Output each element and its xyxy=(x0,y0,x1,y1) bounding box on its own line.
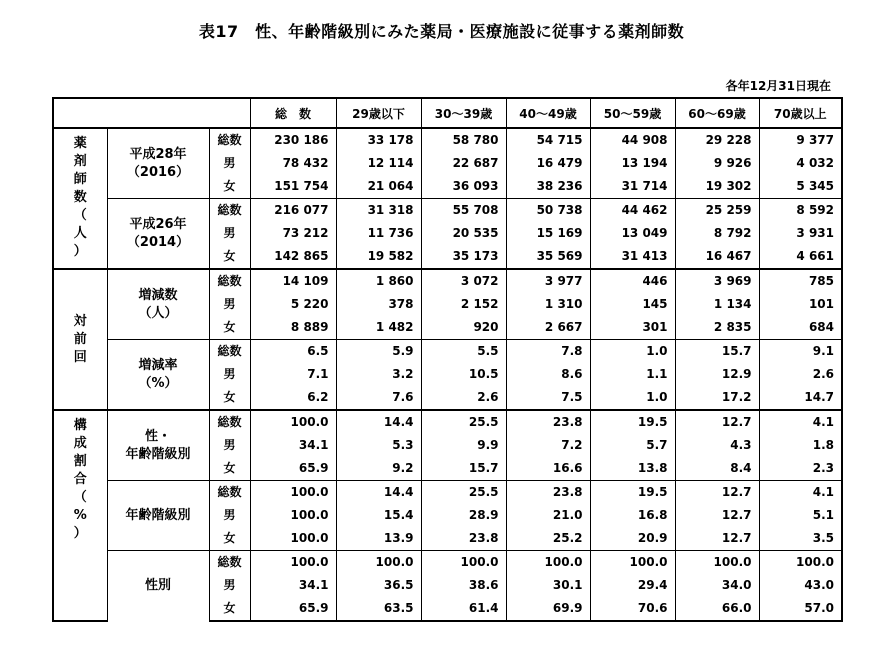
table-cell: 54 715 xyxy=(506,128,590,152)
table-cell: 3 072 xyxy=(421,269,506,293)
header-corner xyxy=(53,98,250,128)
table-cell: 31 318 xyxy=(336,199,421,223)
table-cell: 34.0 xyxy=(675,574,759,597)
table-cell: 8 792 xyxy=(675,222,759,245)
row-type: 男 xyxy=(209,293,250,316)
table-cell: 66.0 xyxy=(675,597,759,621)
table-cell: 6.2 xyxy=(250,386,336,410)
table-cell: 16.6 xyxy=(506,457,590,481)
table-cell: 35 173 xyxy=(421,245,506,269)
row-type: 総数 xyxy=(209,128,250,152)
table-cell: 16 467 xyxy=(675,245,759,269)
row-type: 総数 xyxy=(209,199,250,223)
group-label-char: 薬 xyxy=(73,136,87,151)
table-cell: 5.1 xyxy=(759,504,842,527)
table-cell: 19 302 xyxy=(675,175,759,199)
subgroup-label-line: 年齢階級別 xyxy=(125,446,191,462)
table-cell: 15.7 xyxy=(675,340,759,364)
table-cell: 6.5 xyxy=(250,340,336,364)
table-cell: 9.2 xyxy=(336,457,421,481)
table-cell: 100.0 xyxy=(590,551,675,575)
table-cell: 5.7 xyxy=(590,434,675,457)
table-cell: 25.2 xyxy=(506,527,590,551)
table-cell: 101 xyxy=(759,293,842,316)
group-label-char: （ xyxy=(73,490,87,505)
row-type: 男 xyxy=(209,152,250,175)
table-cell: 58 780 xyxy=(421,128,506,152)
table-cell: 3.2 xyxy=(336,363,421,386)
table-cell: 2 667 xyxy=(506,316,590,340)
table-cell: 3.5 xyxy=(759,527,842,551)
table-cell: 9.1 xyxy=(759,340,842,364)
table-cell: 151 754 xyxy=(250,175,336,199)
row-type: 女 xyxy=(209,175,250,199)
col-header: 40～49歳 xyxy=(506,98,590,128)
row-type: 女 xyxy=(209,597,250,621)
table-cell: 7.2 xyxy=(506,434,590,457)
table-cell: 13.8 xyxy=(590,457,675,481)
date-note: 各年12月31日現在 xyxy=(725,79,831,93)
table-cell: 15.7 xyxy=(421,457,506,481)
table-cell: 8 889 xyxy=(250,316,336,340)
table-cell: 1 860 xyxy=(336,269,421,293)
table-cell: 785 xyxy=(759,269,842,293)
table-cell: 145 xyxy=(590,293,675,316)
table-cell: 17.2 xyxy=(675,386,759,410)
row-type: 総数 xyxy=(209,410,250,434)
table-row xyxy=(53,199,842,223)
table-cell: 7.8 xyxy=(506,340,590,364)
subgroup-label-line: （2014） xyxy=(126,234,190,250)
table-cell: 100.0 xyxy=(336,551,421,575)
table-cell: 100.0 xyxy=(506,551,590,575)
table-cell: 4.1 xyxy=(759,481,842,505)
table-cell: 5 345 xyxy=(759,175,842,199)
group-label-char: 数 xyxy=(73,190,87,205)
table-cell: 50 738 xyxy=(506,199,590,223)
table-cell: 2 152 xyxy=(421,293,506,316)
table-cell: 65.9 xyxy=(250,597,336,621)
table-cell: 30.1 xyxy=(506,574,590,597)
table-cell: 100.0 xyxy=(675,551,759,575)
table-cell: 7.6 xyxy=(336,386,421,410)
table-cell: 3 977 xyxy=(506,269,590,293)
table-cell: 1.0 xyxy=(590,386,675,410)
group-label-char: 回 xyxy=(73,349,87,365)
group-label-char: 成 xyxy=(73,436,87,451)
table-cell: 12.7 xyxy=(675,527,759,551)
table-cell: 4.1 xyxy=(759,410,842,434)
table-cell: 61.4 xyxy=(421,597,506,621)
subgroup-label-line: 年齢階級別 xyxy=(125,507,191,523)
pharmacist-table xyxy=(52,97,843,622)
table-cell: 13.9 xyxy=(336,527,421,551)
table-cell: 13 049 xyxy=(590,222,675,245)
table-cell: 15 169 xyxy=(506,222,590,245)
table-cell: 684 xyxy=(759,316,842,340)
table-cell: 9.9 xyxy=(421,434,506,457)
table-cell: 15.4 xyxy=(336,504,421,527)
table-cell: 19.5 xyxy=(590,481,675,505)
table-cell: 4.3 xyxy=(675,434,759,457)
table-cell: 21 064 xyxy=(336,175,421,199)
table-cell: 23.8 xyxy=(506,481,590,505)
table-cell: 1.0 xyxy=(590,340,675,364)
subgroup-label-line: 性・ xyxy=(144,428,171,444)
table-cell: 12.7 xyxy=(675,481,759,505)
table-cell: 3 931 xyxy=(759,222,842,245)
table-cell: 34.1 xyxy=(250,434,336,457)
subgroup-label xyxy=(107,128,209,199)
table-cell: 23.8 xyxy=(506,410,590,434)
table-cell: 1.8 xyxy=(759,434,842,457)
table-cell: 20 535 xyxy=(421,222,506,245)
table-cell: 1 482 xyxy=(336,316,421,340)
table-cell: 12 114 xyxy=(336,152,421,175)
table-cell: 100.0 xyxy=(250,527,336,551)
table-cell: 9 377 xyxy=(759,128,842,152)
table-cell: 142 865 xyxy=(250,245,336,269)
row-type: 男 xyxy=(209,434,250,457)
table-cell: 25 259 xyxy=(675,199,759,223)
table-cell: 11 736 xyxy=(336,222,421,245)
table-cell: 7.1 xyxy=(250,363,336,386)
row-type: 総数 xyxy=(209,269,250,293)
subgroup-label xyxy=(107,410,209,481)
row-type: 女 xyxy=(209,457,250,481)
table-cell: 378 xyxy=(336,293,421,316)
subgroup-label xyxy=(107,481,209,551)
subgroup-label-line: （人） xyxy=(138,305,178,321)
table-cell: 2.3 xyxy=(759,457,842,481)
table-cell: 14.4 xyxy=(336,410,421,434)
subgroup-label-line: 性別 xyxy=(144,578,171,593)
subgroup-label-line: 増減数 xyxy=(138,287,178,303)
header-row xyxy=(53,98,842,128)
group-label-char: （ xyxy=(73,208,87,223)
table-cell: 25.5 xyxy=(421,481,506,505)
subgroup-label-line: （2016） xyxy=(126,164,190,180)
group-label-char: 対 xyxy=(73,313,87,329)
row-type: 女 xyxy=(209,316,250,340)
subgroup-label xyxy=(107,269,209,340)
table-cell: 920 xyxy=(421,316,506,340)
table-cell: 446 xyxy=(590,269,675,293)
table-cell: 23.8 xyxy=(421,527,506,551)
table-cell: 21.0 xyxy=(506,504,590,527)
table-cell: 100.0 xyxy=(250,551,336,575)
table-cell: 14 109 xyxy=(250,269,336,293)
table-cell: 100.0 xyxy=(421,551,506,575)
table-cell: 70.6 xyxy=(590,597,675,621)
table-cell: 19.5 xyxy=(590,410,675,434)
table-cell: 57.0 xyxy=(759,597,842,621)
table-cell: 43.0 xyxy=(759,574,842,597)
group-label xyxy=(53,410,107,621)
table-cell: 16 479 xyxy=(506,152,590,175)
table-cell: 301 xyxy=(590,316,675,340)
table-cell: 4 032 xyxy=(759,152,842,175)
subgroup-label-line: 平成26年 xyxy=(129,216,187,232)
table-cell: 1 134 xyxy=(675,293,759,316)
table-cell: 65.9 xyxy=(250,457,336,481)
row-type: 男 xyxy=(209,504,250,527)
table-cell: 5.3 xyxy=(336,434,421,457)
group-label-char: 構 xyxy=(73,418,87,433)
group-label-char: 師 xyxy=(73,172,87,187)
table-cell: 78 432 xyxy=(250,152,336,175)
row-type: 総数 xyxy=(209,551,250,575)
table-cell: 22 687 xyxy=(421,152,506,175)
col-header: 30～39歳 xyxy=(421,98,506,128)
table-cell: 36.5 xyxy=(336,574,421,597)
subgroup-label xyxy=(107,340,209,411)
table-cell: 28.9 xyxy=(421,504,506,527)
table-cell: 34.1 xyxy=(250,574,336,597)
table-cell: 1 310 xyxy=(506,293,590,316)
table-cell: 55 708 xyxy=(421,199,506,223)
table-cell: 9 926 xyxy=(675,152,759,175)
table-cell: 4 661 xyxy=(759,245,842,269)
table-cell: 100.0 xyxy=(759,551,842,575)
table-cell: 36 093 xyxy=(421,175,506,199)
table-cell: 33 178 xyxy=(336,128,421,152)
table-cell: 5 220 xyxy=(250,293,336,316)
table-cell: 63.5 xyxy=(336,597,421,621)
group-label-char: 割 xyxy=(73,454,87,469)
table-cell: 7.5 xyxy=(506,386,590,410)
table-cell: 38 236 xyxy=(506,175,590,199)
table-cell: 25.5 xyxy=(421,410,506,434)
table-cell: 230 186 xyxy=(250,128,336,152)
table-cell: 19 582 xyxy=(336,245,421,269)
table-cell: 44 462 xyxy=(590,199,675,223)
table-cell: 13 194 xyxy=(590,152,675,175)
subgroup-label-line: （%） xyxy=(138,375,178,391)
table-cell: 216 077 xyxy=(250,199,336,223)
row-type: 女 xyxy=(209,245,250,269)
table-cell: 69.9 xyxy=(506,597,590,621)
row-type: 総数 xyxy=(209,481,250,505)
table-cell: 31 413 xyxy=(590,245,675,269)
table-cell: 14.7 xyxy=(759,386,842,410)
table-row xyxy=(53,128,842,152)
group-label-char: % xyxy=(73,508,87,523)
group-label-char: 剤 xyxy=(73,154,87,169)
group-label-char: 前 xyxy=(73,331,87,347)
table-row xyxy=(53,481,842,505)
table-cell: 29 228 xyxy=(675,128,759,152)
table-cell: 8 592 xyxy=(759,199,842,223)
table-cell: 8.6 xyxy=(506,363,590,386)
table-cell: 12.7 xyxy=(675,504,759,527)
row-type: 総数 xyxy=(209,340,250,364)
table-row xyxy=(53,340,842,364)
subgroup-label-line: 増減率 xyxy=(138,357,178,373)
table-cell: 29.4 xyxy=(590,574,675,597)
table-row xyxy=(53,269,842,293)
row-type: 男 xyxy=(209,363,250,386)
group-label xyxy=(53,128,107,269)
table-cell: 12.9 xyxy=(675,363,759,386)
col-header: 50～59歳 xyxy=(590,98,675,128)
table-cell: 16.8 xyxy=(590,504,675,527)
table-cell: 100.0 xyxy=(250,481,336,505)
table-row xyxy=(53,410,842,434)
table-cell: 35 569 xyxy=(506,245,590,269)
subgroup-label-line: 平成28年 xyxy=(129,146,187,162)
group-label-char: ） xyxy=(73,244,87,259)
table-cell: 2 835 xyxy=(675,316,759,340)
group-label-char: ） xyxy=(73,526,87,541)
col-header: 70歳以上 xyxy=(759,98,842,128)
col-header: 60～69歳 xyxy=(675,98,759,128)
table-cell: 100.0 xyxy=(250,504,336,527)
row-type: 女 xyxy=(209,386,250,410)
table-cell: 10.5 xyxy=(421,363,506,386)
row-type: 男 xyxy=(209,574,250,597)
table-cell: 38.6 xyxy=(421,574,506,597)
table-row xyxy=(53,551,842,575)
table-cell: 2.6 xyxy=(759,363,842,386)
table-cell: 20.9 xyxy=(590,527,675,551)
table-cell: 1.1 xyxy=(590,363,675,386)
row-type: 女 xyxy=(209,527,250,551)
table-cell: 14.4 xyxy=(336,481,421,505)
col-header: 総 数 xyxy=(250,98,336,128)
table-cell: 8.4 xyxy=(675,457,759,481)
group-label-char: 人 xyxy=(73,226,87,241)
subgroup-label xyxy=(107,551,209,622)
group-label xyxy=(53,269,107,410)
table-cell: 5.5 xyxy=(421,340,506,364)
subgroup-label xyxy=(107,199,209,270)
row-type: 男 xyxy=(209,222,250,245)
table-cell: 44 908 xyxy=(590,128,675,152)
table-cell: 31 714 xyxy=(590,175,675,199)
table-title: 表17 性、年齢階級別にみた薬局・医療施設に従事する薬剤師数 xyxy=(198,22,685,41)
table-cell: 73 212 xyxy=(250,222,336,245)
table-cell: 100.0 xyxy=(250,410,336,434)
table-cell: 3 969 xyxy=(675,269,759,293)
table-cell: 12.7 xyxy=(675,410,759,434)
group-label-char: 合 xyxy=(73,472,87,487)
table-cell: 5.9 xyxy=(336,340,421,364)
col-header: 29歳以下 xyxy=(336,98,421,128)
table-cell: 2.6 xyxy=(421,386,506,410)
